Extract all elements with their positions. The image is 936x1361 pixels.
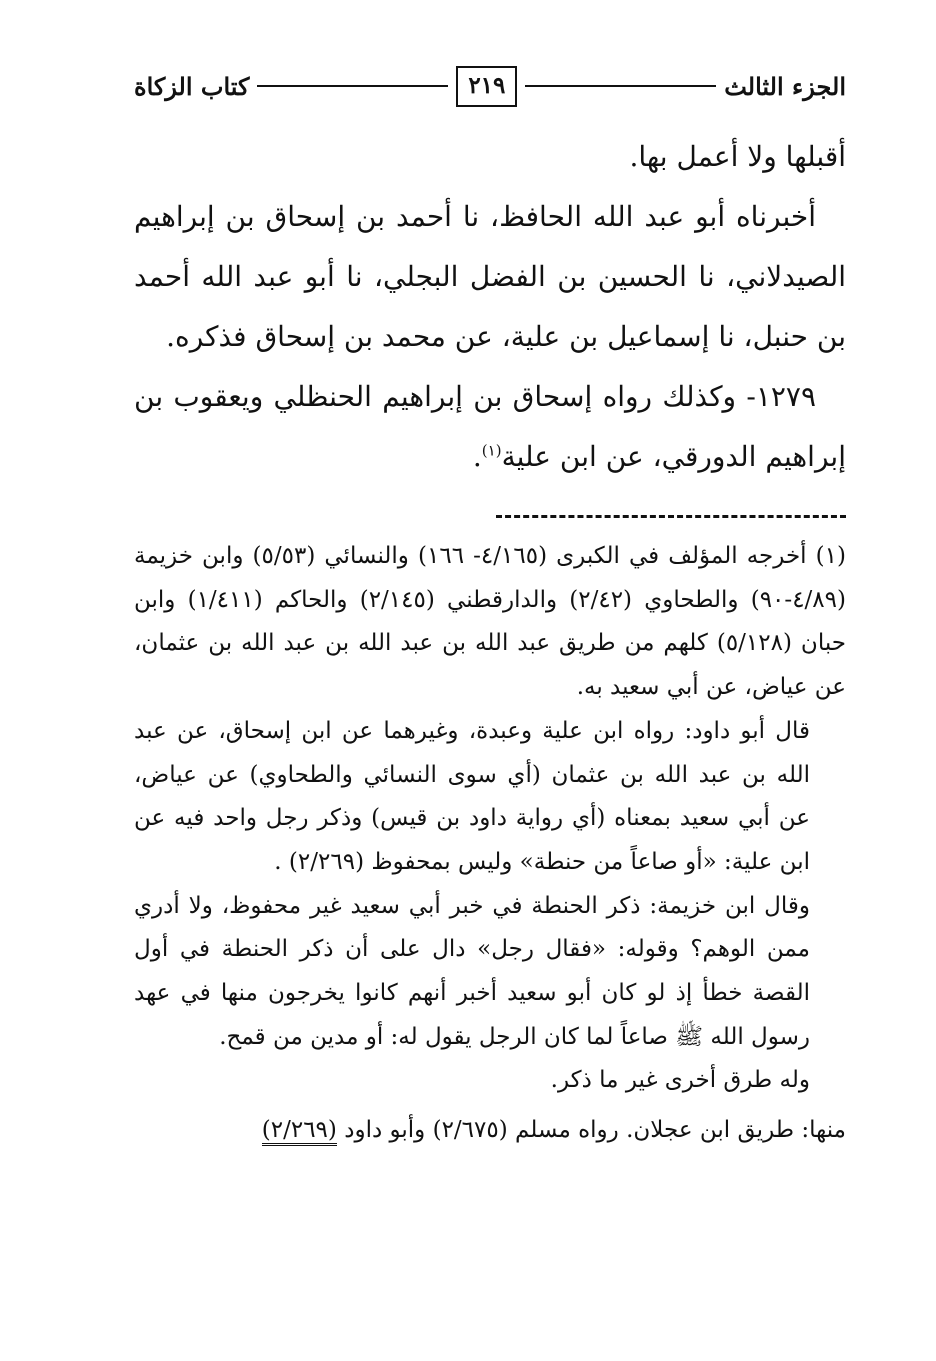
footnote-other-routes: وله طرق أخرى غير ما ذكر. <box>550 1067 810 1094</box>
footnote-ibn-khuzayma: وقال ابن خزيمة: ذكر الحنطة في خبر أبي سعيد غير محفوظ، ولا أدري ممن الوهم؟ وقوله: «فقال رجل» دال على أن ذكر الحنطة في أول القصة خطأ إذ لو كان أبو سعيد أخبر أنهم كانوا يخرجون منها في عهد رسول الله ﷺ صاعاً لما كان الرجل يقول له: أو مدين من قمح. <box>134 892 810 1050</box>
paragraph-2: أخبرناه أبو عبد الله الحافظ، نا أحمد بن إسحاق بن إبراهيم الصيدلاني، نا الحسين بن الفضل البجلي، نا أبو عبد الله أحمد بن حنبل، نا إسماعيل بن علية، عن محمد بن إسحاق فذكره. <box>134 200 846 353</box>
header-rule-left <box>257 85 448 87</box>
paragraph-3-text: ١٢٧٩- وكذلك رواه إسحاق بن إبراهيم الحنظلي ويعقوب بن إبراهيم الدورقي، عن ابن علية <box>134 380 846 473</box>
footnote-reference: (١) <box>481 441 502 460</box>
page-number: ٢١٩ <box>456 66 517 107</box>
book-title: كتاب الزكاة <box>134 71 250 101</box>
header-rule-right <box>525 85 716 87</box>
footnote-separator <box>496 515 846 518</box>
footnote-continuation-text: منها: طريق ابن عجلان. رواه مسلم (٢/٦٧٥) وأبو داود <box>344 1117 846 1144</box>
paragraph-3-end: . <box>472 440 482 473</box>
main-text <box>134 127 846 487</box>
paragraph-1: أقبلها ولا أعمل بها. <box>629 140 846 173</box>
footnote-1: (١) أخرجه المؤلف في الكبرى (٤/١٦٥- ١٦٦) والنسائي (٥/٥٣) وابن خزيمة (٤/٨٩-٩٠) والطحاوي (٢/٤٢) والدارقطني (٢/١٤٥) والحاكم (١/٤١١) وابن حبان (٥/١٢٨) كلهم من طريق عبد الله بن عبد الله بن عبد الله بن عثمان، عن عياض، عن أبي سعيد به. <box>134 543 846 701</box>
paragraph-3 <box>134 367 846 487</box>
footnote-abu-dawud: قال أبو داود: رواه ابن علية وعبدة، وغيرهما عن ابن إسحاق، عن عبد الله بن عبد الله بن عثمان (أي سوى النسائي والطحاوي) عن عياض، عن أبي سعيد بمعناه (أي رواية داود بن قيس) وذكر رجل واحد فيه عن ابن علية: «أو صاعاً من حنطة» وليس بمحفوظ (٢/٢٦٩) . <box>134 717 810 875</box>
footnotes <box>134 535 846 1153</box>
footnote-continuation <box>134 1109 846 1153</box>
volume-title: الجزء الثالث <box>724 71 846 101</box>
footnote-continuation-ref: (٢/٢٦٩) <box>262 1117 337 1146</box>
page-header <box>134 62 846 110</box>
